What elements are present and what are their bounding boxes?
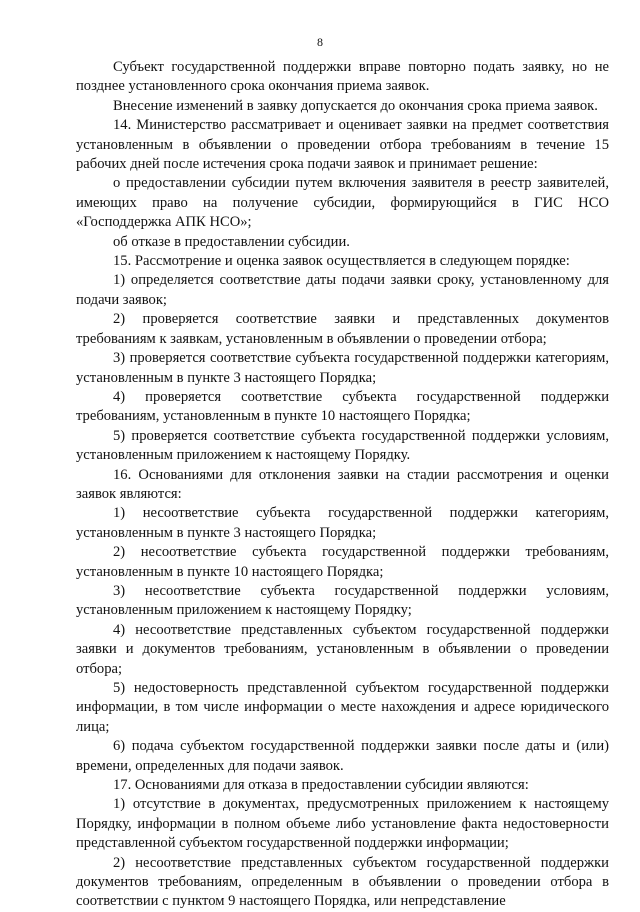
paragraph: 15. Рассмотрение и оценка заявок осуществляется в следующем порядке: bbox=[113, 253, 570, 270]
paragraph: 1) определяется соответствие даты подачи заявки сроку, установленному для подачи заявок; bbox=[76, 272, 609, 308]
paragraph: 5) недостоверность представленной субъектом государственной поддержки информации, в том числе информации о месте нахождения и адресе юридического лица; bbox=[76, 680, 609, 735]
paragraph: 2) несоответствие субъекта государственной поддержки требованиям, установленным в пункте 10 настоящего Порядка; bbox=[76, 544, 609, 580]
paragraph: 16. Основаниями для отклонения заявки на стадии рассмотрения и оценки заявок являются: bbox=[76, 466, 609, 502]
paragraph: о предоставлении субсидии путем включения заявителя в реестр заявителей, имеющих право на получение субсидии, формирующийся в ГИС НСО «Господдержка АПК НСО»; bbox=[76, 175, 609, 231]
paragraph: Субъект государственной поддержки вправе повторно подать заявку, но не позднее установленного срока окончания приема заявок. bbox=[76, 59, 609, 95]
paragraph: 1) отсутствие в документах, предусмотренных приложением к настоящему Порядку, информации в полном объеме либо установление факта недостоверности представленной субъектом государственной поддержки информации; bbox=[76, 796, 609, 852]
paragraph: 3) несоответствие субъекта государственной поддержки условиям, установленным приложением к настоящему Порядку; bbox=[76, 582, 609, 619]
paragraph: 4) проверяется соответствие субъекта государственной поддержки требованиям, установленным в пункте 10 настоящего Порядка; bbox=[76, 388, 609, 425]
paragraph: 2) несоответствие представленных субъектом государственной поддержки документов требованиям, определенным в объявлении о проведении отбора в соответствии с пунктом 9 настоящего Порядка, или непредставление bbox=[76, 854, 609, 910]
document-body bbox=[76, 58, 609, 912]
paragraph: Внесение изменений в заявку допускается до окончания срока приема заявок. bbox=[113, 97, 598, 114]
paragraph: 4) несоответствие представленных субъектом государственной поддержки заявки и документов требованиям, установленным в объявлении о проведении отбора; bbox=[76, 621, 609, 677]
paragraph: 6) подача субъектом государственной поддержки заявки после даты и (или) времени, определенных для подачи заявок. bbox=[76, 738, 609, 774]
page-number: 8 bbox=[317, 35, 323, 49]
paragraph: 3) проверяется соответствие субъекта государственной поддержки категориям, установленным в пункте 3 настоящего Порядка; bbox=[76, 350, 609, 386]
paragraph: 1) несоответствие субъекта государственной поддержки категориям, установленным в пункте 3 настоящего Порядка; bbox=[76, 505, 609, 541]
paragraph: 2) проверяется соответствие заявки и представленных документов требованиям к заявкам, установленным в объявлении о проведении отбора; bbox=[76, 311, 609, 347]
paragraph: об отказе в предоставлении субсидии. bbox=[113, 233, 350, 250]
paragraph: 5) проверяется соответствие субъекта государственной поддержки условиям, установленным приложением к настоящему Порядку. bbox=[76, 427, 609, 464]
paragraph: 17. Основаниями для отказа в предоставлении субсидии являются: bbox=[113, 777, 529, 794]
paragraph: 14. Министерство рассматривает и оценивает заявки на предмет соответствия установленным в объявлении о проведении отбора требованиям в течение 15 рабочих дней после истечения срока подачи заявок и принимает решение: bbox=[76, 117, 609, 173]
